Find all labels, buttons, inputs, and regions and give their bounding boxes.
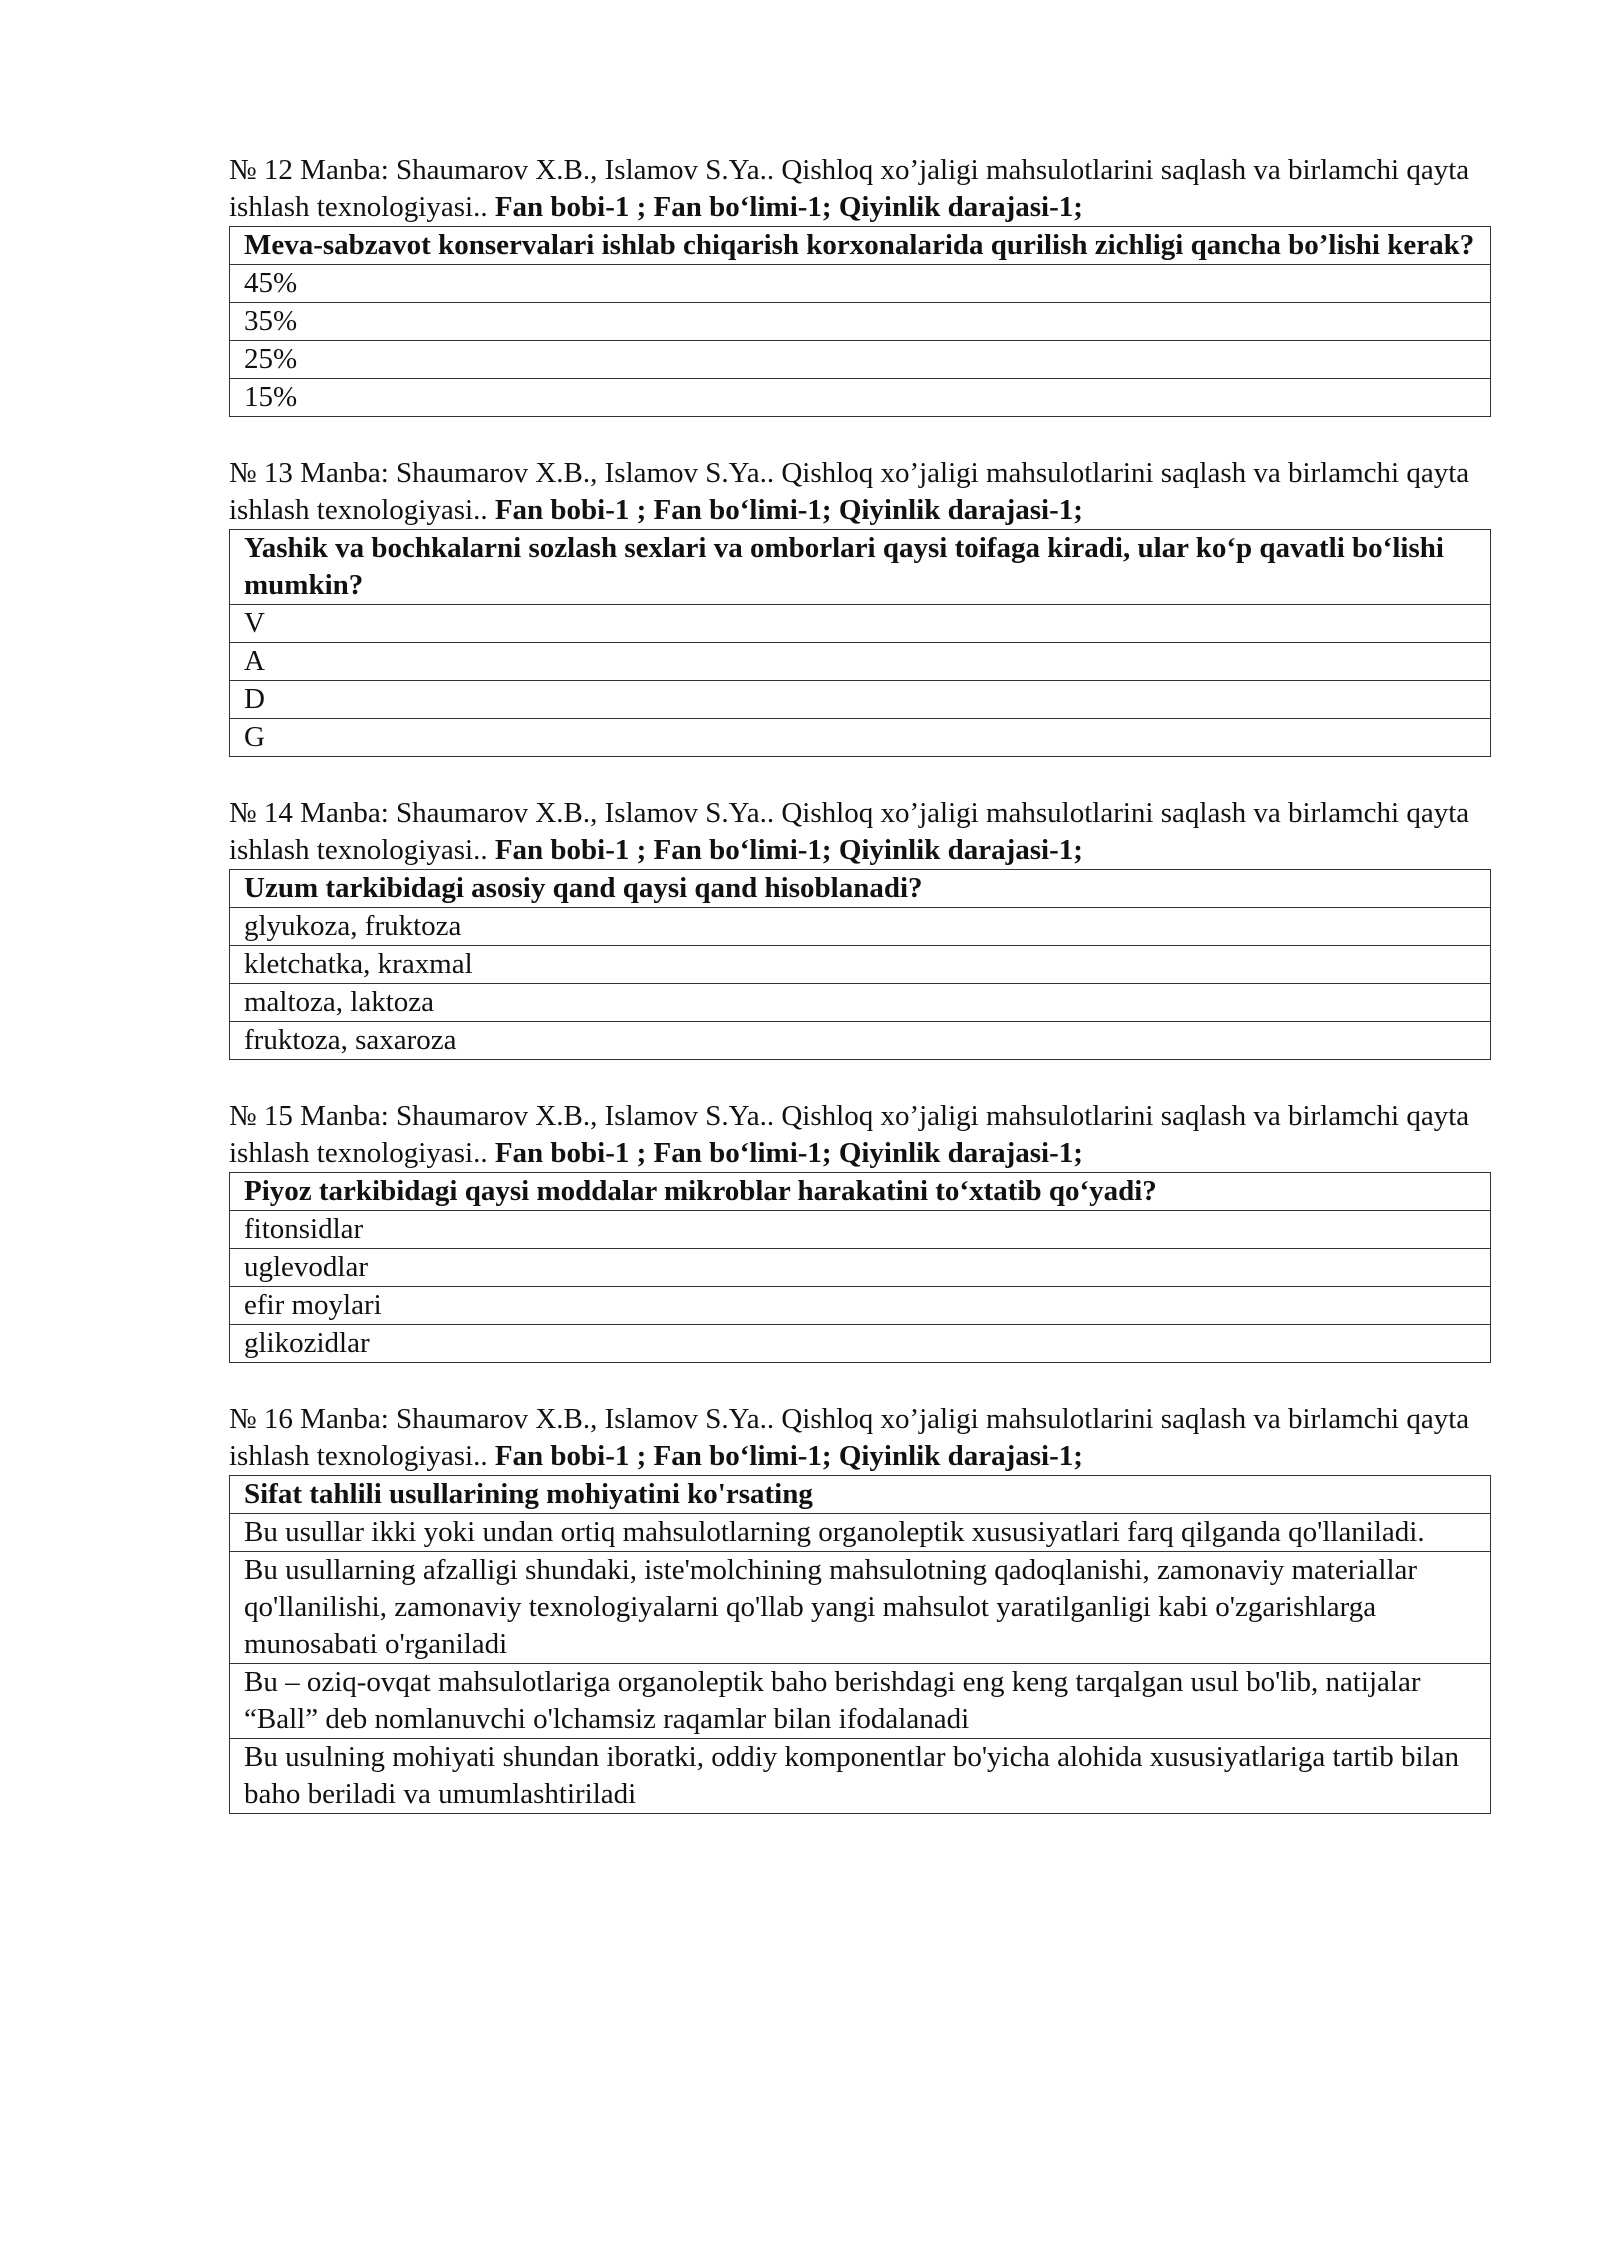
question-number: № 14 — [229, 797, 293, 829]
option-text: maltoza, laktoza — [230, 984, 1491, 1022]
question-meta: Fan bobi-1 ; Fan bo‘limi-1; Qiyinlik darajasi-1; — [494, 834, 1083, 866]
option-row — [230, 1739, 1491, 1814]
option-text: 25% — [230, 341, 1491, 379]
question-row — [230, 870, 1491, 908]
option-text: G — [230, 719, 1491, 757]
question-table — [229, 529, 1491, 757]
option-row — [230, 946, 1491, 984]
question-header — [229, 455, 1491, 529]
question-source: Manba: Shaumarov X.B., Islamov S.Ya.. Qishloq xo’jaligi mahsulotlarini saqlash va birlamchi qayta ishlash texnologiyasi.. — [229, 797, 1470, 866]
question-header — [229, 152, 1491, 226]
question-row — [230, 1476, 1491, 1514]
option-text: fitonsidlar — [230, 1211, 1491, 1249]
question-source: Manba: Shaumarov X.B., Islamov S.Ya.. Qishloq xo’jaligi mahsulotlarini saqlash va birlamchi qayta ishlash texnologiyasi.. — [229, 154, 1470, 223]
option-row — [230, 1287, 1491, 1325]
option-text: A — [230, 643, 1491, 681]
option-row — [230, 265, 1491, 303]
question-header — [229, 1401, 1491, 1475]
option-row — [230, 1664, 1491, 1739]
option-text: 15% — [230, 379, 1491, 417]
option-text: D — [230, 681, 1491, 719]
option-row — [230, 605, 1491, 643]
question-header — [229, 1098, 1491, 1172]
question-number: № 12 — [229, 154, 293, 186]
option-row — [230, 1022, 1491, 1060]
option-row — [230, 379, 1491, 417]
question-text: Uzum tarkibidagi asosiy qand qaysi qand hisoblanadi? — [230, 870, 1491, 908]
question-row — [230, 1173, 1491, 1211]
option-text: 35% — [230, 303, 1491, 341]
document-page — [229, 152, 1491, 1852]
question-meta: Fan bobi-1 ; Fan bo‘limi-1; Qiyinlik darajasi-1; — [494, 191, 1083, 223]
question-text: Piyoz tarkibidagi qaysi moddalar mikroblar harakatini to‘xtatib qo‘yadi? — [230, 1173, 1491, 1211]
question-table — [229, 1172, 1491, 1363]
option-row — [230, 719, 1491, 757]
option-text: glikozidlar — [230, 1325, 1491, 1363]
option-text: uglevodlar — [230, 1249, 1491, 1287]
question-meta: Fan bobi-1 ; Fan bo‘limi-1; Qiyinlik darajasi-1; — [494, 494, 1083, 526]
question-table — [229, 1475, 1491, 1814]
option-row — [230, 1552, 1491, 1664]
question-table — [229, 226, 1491, 417]
option-row — [230, 341, 1491, 379]
option-row — [230, 681, 1491, 719]
option-text: Bu usullar ikki yoki undan ortiq mahsulotlarning organoleptik xususiyatlari farq qilganda qo'llaniladi. — [230, 1514, 1491, 1552]
question-row — [230, 530, 1491, 605]
option-text: glyukoza, fruktoza — [230, 908, 1491, 946]
question-text: Meva-sabzavot konservalari ishlab chiqarish korxonalarida qurilish zichligi qancha bo’lishi kerak? — [230, 227, 1491, 265]
question-text: Yashik va bochkalarni sozlash sexlari va omborlari qaysi toifaga kiradi, ular ko‘p qavatli bo‘lishi mumkin? — [230, 530, 1491, 605]
question-block-15 — [229, 1098, 1491, 1363]
question-meta: Fan bobi-1 ; Fan bo‘limi-1; Qiyinlik darajasi-1; — [494, 1440, 1083, 1472]
option-text: fruktoza, saxaroza — [230, 1022, 1491, 1060]
option-text: kletchatka, kraxmal — [230, 946, 1491, 984]
question-block-13 — [229, 455, 1491, 757]
question-source: Manba: Shaumarov X.B., Islamov S.Ya.. Qishloq xo’jaligi mahsulotlarini saqlash va birlamchi qayta ishlash texnologiyasi.. — [229, 457, 1470, 526]
question-text: Sifat tahlili usullarining mohiyatini ko'rsating — [230, 1476, 1491, 1514]
option-row — [230, 1514, 1491, 1552]
question-block-16 — [229, 1401, 1491, 1814]
question-block-14 — [229, 795, 1491, 1060]
option-text: Bu usullarning afzalligi shundaki, iste'molchining mahsulotning qadoqlanishi, zamonaviy materiallar qo'llanilishi, zamonaviy texnologiyalarni qo'llab yangi mahsulot yaratilganligi kabi o'zgarishlarga munosabati o'rganiladi — [230, 1552, 1491, 1664]
question-number: № 15 — [229, 1100, 293, 1132]
option-text: Bu usulning mohiyati shundan iboratki, oddiy komponentlar bo'yicha alohida xususiyatlariga tartib bilan baho beriladi va umumlashtiriladi — [230, 1739, 1491, 1814]
option-row — [230, 303, 1491, 341]
question-source: Manba: Shaumarov X.B., Islamov S.Ya.. Qishloq xo’jaligi mahsulotlarini saqlash va birlamchi qayta ishlash texnologiyasi.. — [229, 1100, 1470, 1169]
option-row — [230, 984, 1491, 1022]
option-row — [230, 1211, 1491, 1249]
question-number: № 13 — [229, 457, 293, 489]
option-text: Bu – oziq-ovqat mahsulotlariga organoleptik baho berishdagi eng keng tarqalgan usul bo'lib, natijalar “Ball” deb nomlanuvchi o'lchamsiz raqamlar bilan ifodalanadi — [230, 1664, 1491, 1739]
option-text: efir moylari — [230, 1287, 1491, 1325]
question-header — [229, 795, 1491, 869]
question-meta: Fan bobi-1 ; Fan bo‘limi-1; Qiyinlik darajasi-1; — [494, 1137, 1083, 1169]
option-row — [230, 1325, 1491, 1363]
question-block-12 — [229, 152, 1491, 417]
question-table — [229, 869, 1491, 1060]
option-row — [230, 1249, 1491, 1287]
option-row — [230, 643, 1491, 681]
option-row — [230, 908, 1491, 946]
question-number: № 16 — [229, 1403, 293, 1435]
option-text: V — [230, 605, 1491, 643]
option-text: 45% — [230, 265, 1491, 303]
question-source: Manba: Shaumarov X.B., Islamov S.Ya.. Qishloq xo’jaligi mahsulotlarini saqlash va birlamchi qayta ishlash texnologiyasi.. — [229, 1403, 1470, 1472]
question-row — [230, 227, 1491, 265]
